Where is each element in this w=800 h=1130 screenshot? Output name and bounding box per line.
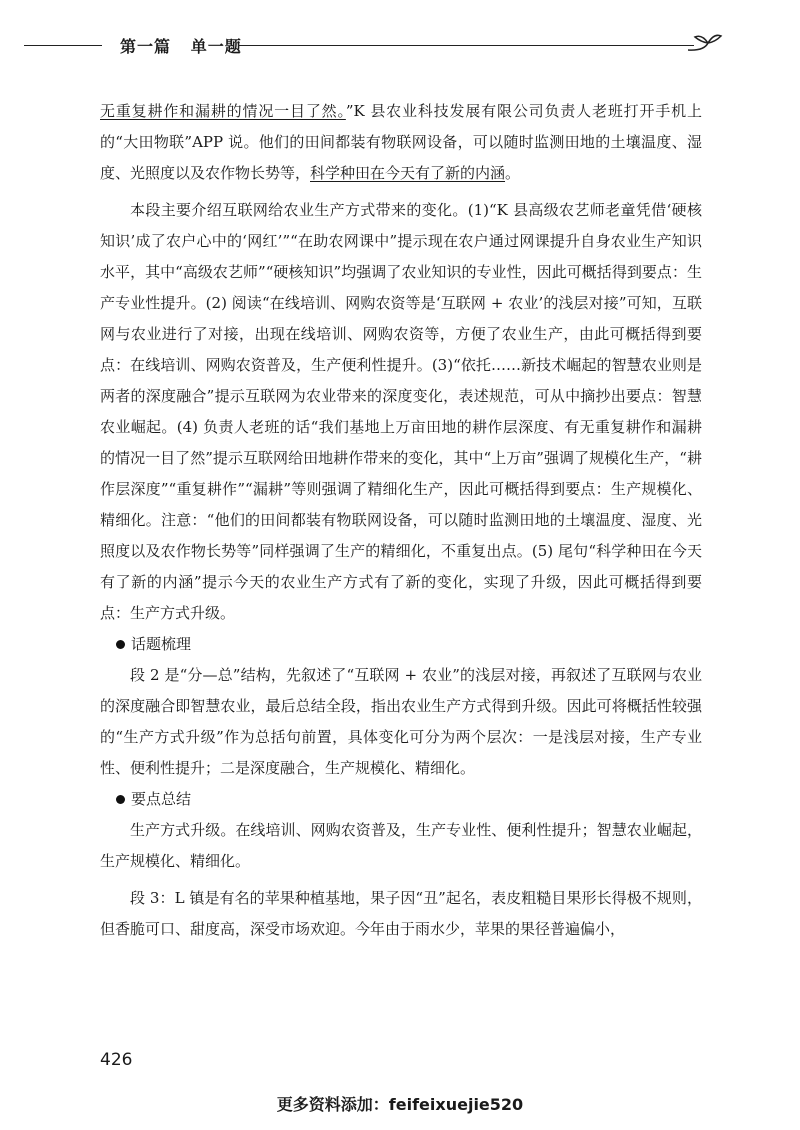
underlined-phrase: 科学种田在今天有了新的内涵 <box>310 164 506 182</box>
paragraph-text: ”K 县农业科技发展有限公司负责人老班打开手机上的“大田物联”APP 说。他们的田间都装有物联网设备，可以随时监测田地的土壤温度、湿度、光照度以及农作物长势等， <box>100 102 702 182</box>
header-title <box>120 34 242 57</box>
header-topic: 单一题 <box>190 37 242 56</box>
paragraph-next-passage: 段 3：L 镇是有名的苹果种植基地，果子因“丑”起名，表皮粗糙目果形长得极不规则，但香脆可口、甜度高，深受市场欢迎。今年由于雨水少，苹果的果径普遍偏小， <box>100 889 702 938</box>
section-heading-topic <box>100 629 702 660</box>
header-rule-right <box>238 45 694 46</box>
section-heading-label: 要点总结 <box>131 790 192 808</box>
page-number: 426 <box>100 1050 133 1070</box>
page-body <box>100 96 702 945</box>
header-section: 第一篇 <box>120 37 172 56</box>
underlined-phrase: 无重复耕作和漏耕的情况一目了然。 <box>100 102 346 120</box>
section-heading-label: 话题梳理 <box>131 635 192 653</box>
running-header <box>24 30 724 60</box>
paragraph-quote-continuation <box>100 96 702 189</box>
bullet-icon <box>116 640 125 649</box>
bullet-icon <box>116 795 125 804</box>
section-heading-summary <box>100 784 702 815</box>
paragraph-structure: 段 2 是“分—总”结构，先叙述了“互联网 + 农业”的浅层对接，再叙述了互联网与农业的深度融合即智慧农业，最后总结全段，指出农业生产方式得到升级。因此可将概括性较强的“生产方式升级”作为总括句前置，具体变化可分为两个层次：一是浅层对接，生产专业性、便利性提升；二是深度融合，生产规模化、精细化。 <box>100 666 702 777</box>
header-rule-left <box>24 45 102 46</box>
paragraph-analysis: 本段主要介绍互联网给农业生产方式带来的变化。(1)“K 县高级农艺师老童凭借‘硬核知识’成了农户心中的‘网红’”“在助农网课中”提示现在农户通过网课提升自身农业生产知识水平，其中“高级农艺师”“硬核知识”均强调了农业知识的专业性，因此可概括得到要点：生产专业性提升。(2) 阅读“在线培训、网购农资等是‘互联网 + 农业’的浅层对接”可知，互联网与农业进行了对接，出现在线培训、网购农资等，方便了农业生产，由此可概括得到要点：在线培训、网购农资普及，生产便利性提升。(3)“依托……新技术崛起的智慧农业则是两者的深度融合”提示互联网为农业带来的深度变化，表述规范，可从中摘抄出要点：智慧农业崛起。(4) 负责人老班的话“我们基地上万亩田地的耕作层深度、有无重复耕作和漏耕的情况一目了然”提示互联网给田地耕作带来的变化，其中“上万亩”强调了规模化生产，“耕作层深度”“重复耕作”“漏耕”等则强调了精细化生产，因此可概括得到要点：生产规模化、精细化。注意：“他们的田间都装有物联网设备，可以随时监测田地的土壤温度、湿度、光照度以及农作物长势等”同样强调了生产的精细化，不重复出点。(5) 尾句“科学种田在今天有了新的内涵”提示今天的农业生产方式有了新的变化，实现了升级，因此可概括得到要点：生产方式升级。 <box>100 201 702 622</box>
footer-note: 更多资料添加：feifeixuejie520 <box>276 1095 524 1114</box>
sprout-icon <box>684 30 724 56</box>
paragraph-text: 。 <box>505 164 521 182</box>
paragraph-summary: 生产方式升级。在线培训、网购农资普及，生产专业性、便利性提升；智慧农业崛起，生产规模化、精细化。 <box>100 821 702 870</box>
